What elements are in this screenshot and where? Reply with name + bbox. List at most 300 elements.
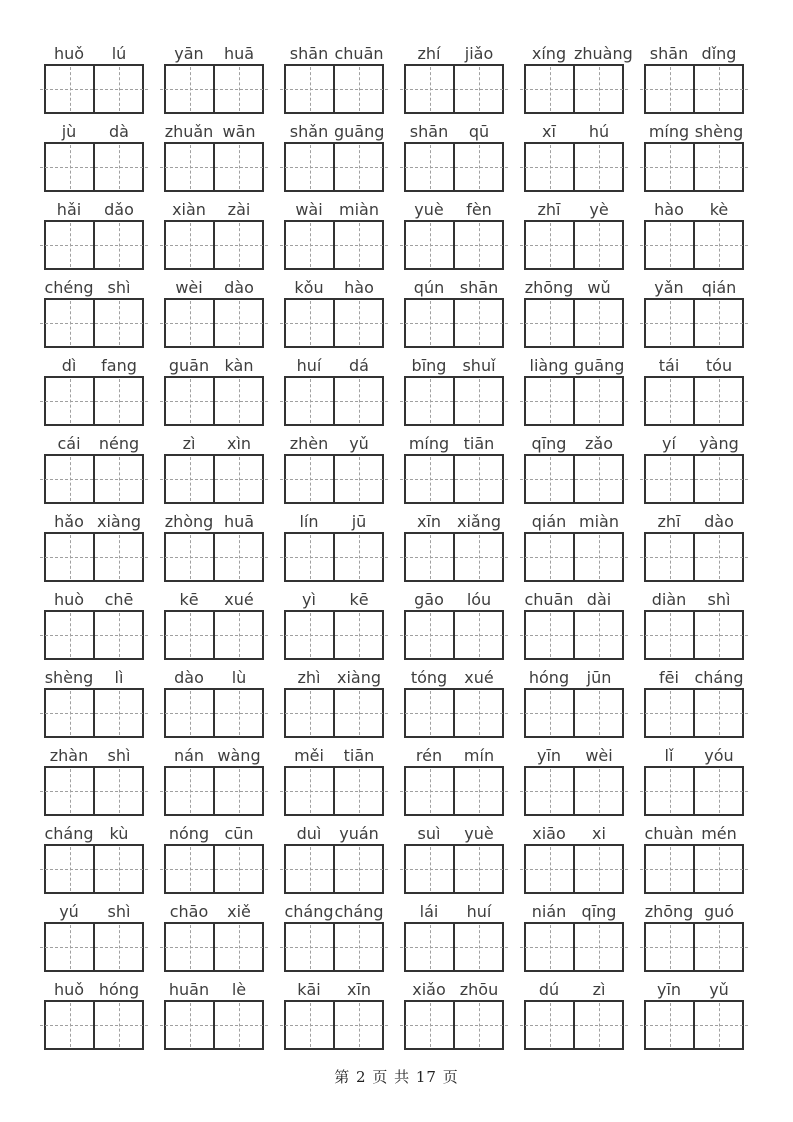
character-box [286,924,333,970]
word-row [44,666,744,738]
word-entry [164,510,264,582]
character-box [693,768,742,814]
character-box [166,66,213,112]
character-box [453,222,502,268]
pinyin-label [644,822,744,844]
pinyin-label [524,978,624,1000]
character-box [693,300,742,346]
character-box-pair [44,688,144,738]
word-entry [164,588,264,660]
character-box-pair [44,922,144,972]
character-box [213,846,262,892]
pinyin-syllable: wǔ [587,278,611,297]
pinyin-label [404,354,504,376]
pinyin-label [164,900,264,922]
pinyin-label [524,666,624,688]
character-box [693,378,742,424]
character-box-pair [524,844,624,894]
pinyin-syllable: shèng [44,668,94,687]
pinyin-syllable: měi [294,746,324,765]
character-box-pair [404,454,504,504]
character-box-pair [524,766,624,816]
pinyin-syllable: yí [662,434,676,453]
pinyin-label [284,744,384,766]
pinyin-syllable: lè [231,980,247,999]
character-box [573,66,622,112]
character-box-pair [404,298,504,348]
character-box [213,66,262,112]
character-box-pair [644,142,744,192]
pinyin-syllable: chéng [44,278,94,297]
pinyin-syllable: dú [538,980,560,999]
pinyin-syllable: shān [289,44,329,63]
character-box [646,924,693,970]
character-box-pair [164,1000,264,1050]
pinyin-label [644,978,744,1000]
character-box [526,144,573,190]
pinyin-syllable: qīng [581,902,617,921]
word-entry [644,42,744,114]
pinyin-syllable: shān [409,122,449,141]
character-box [333,66,382,112]
pinyin-syllable: suì [417,824,441,843]
word-entry [284,198,384,270]
word-entry [524,198,624,270]
character-box [93,534,142,580]
character-box [286,846,333,892]
word-entry [644,744,744,816]
word-entry [44,510,144,582]
character-box [646,300,693,346]
pinyin-syllable: kàn [224,356,254,375]
character-box-pair [284,688,384,738]
character-box [646,846,693,892]
character-box [693,690,742,736]
pinyin-syllable: míng [408,434,450,453]
word-entry [644,276,744,348]
word-entry [404,822,504,894]
character-box-pair [524,64,624,114]
word-entry [404,666,504,738]
character-box [573,1002,622,1048]
character-box-pair [44,298,144,348]
character-box [526,534,573,580]
character-box [46,222,93,268]
character-box [333,768,382,814]
pinyin-label [644,900,744,922]
character-box [333,222,382,268]
character-box [46,1002,93,1048]
character-box-pair [644,532,744,582]
character-box-pair [284,142,384,192]
word-entry [44,432,144,504]
pinyin-syllable: hóng [528,668,570,687]
word-entry [284,822,384,894]
pinyin-syllable: dà [109,122,129,141]
pinyin-syllable: zhàn [49,746,89,765]
pinyin-label [44,354,144,376]
pinyin-syllable: shì [707,590,731,609]
pinyin-syllable: xíng [531,44,567,63]
pinyin-syllable: zǎo [585,434,613,453]
pinyin-label [644,198,744,220]
pinyin-syllable: kù [109,824,129,843]
pinyin-label [44,978,144,1000]
character-box [406,144,453,190]
word-entry [644,510,744,582]
character-box [166,612,213,658]
character-box [573,144,622,190]
pinyin-syllable: tóng [410,668,448,687]
character-box [46,612,93,658]
pinyin-syllable: duì [296,824,322,843]
character-box-pair [644,1000,744,1050]
pinyin-label [404,120,504,142]
character-box [93,612,142,658]
pinyin-syllable: xīn [346,980,372,999]
pinyin-label [644,432,744,454]
character-box [646,534,693,580]
pinyin-syllable: wàng [217,746,261,765]
character-box [166,456,213,502]
pinyin-syllable: lái [419,902,439,921]
character-box [166,1002,213,1048]
page-footer: 第 2 页 共 17 页 [334,1068,459,1086]
character-box-pair [524,1000,624,1050]
character-box [166,300,213,346]
character-box [286,456,333,502]
pinyin-label [284,900,384,922]
word-entry [44,978,144,1050]
pinyin-label [524,120,624,142]
pinyin-syllable: wèi [585,746,613,765]
character-box-pair [404,766,504,816]
character-box-pair [44,142,144,192]
character-box [46,66,93,112]
character-box [93,924,142,970]
character-box [646,66,693,112]
character-box [526,456,573,502]
word-entry [644,588,744,660]
pinyin-label [404,198,504,220]
pinyin-syllable: cái [57,434,81,453]
pinyin-syllable: guāng [574,356,625,375]
character-box-pair [644,454,744,504]
character-box [213,690,262,736]
character-box [646,690,693,736]
character-box-pair [164,610,264,660]
character-box [213,378,262,424]
pinyin-syllable: hào [654,200,684,219]
character-box [573,456,622,502]
pinyin-label [404,432,504,454]
word-entry [404,900,504,972]
character-box-pair [284,220,384,270]
character-box [93,300,142,346]
word-entry [524,42,633,114]
character-box [453,300,502,346]
pinyin-syllable: wèi [175,278,203,297]
word-entry [44,42,144,114]
pinyin-syllable: yàng [699,434,739,453]
character-box [646,456,693,502]
pinyin-syllable: xué [464,668,494,687]
character-box-pair [284,610,384,660]
word-row [44,510,744,582]
character-box [93,222,142,268]
character-box [333,144,382,190]
pinyin-label [44,120,144,142]
pinyin-syllable: hǎi [56,200,82,219]
word-row [44,42,744,114]
character-box [646,768,693,814]
pinyin-label [404,42,504,64]
pinyin-syllable: dào [174,668,204,687]
character-box [573,378,622,424]
pinyin-syllable: diàn [651,590,687,609]
pinyin-syllable: néng [98,434,140,453]
character-box-pair [644,844,744,894]
word-entry [284,900,384,972]
character-box-pair [164,844,264,894]
pinyin-label [284,42,384,64]
word-entry [404,120,504,192]
character-box [406,378,453,424]
word-entry [164,198,264,270]
pinyin-syllable: zhōng [524,278,574,297]
pinyin-label [284,120,384,142]
pinyin-syllable: dǎo [104,200,134,219]
character-box [526,924,573,970]
word-entry [164,432,264,504]
pinyin-syllable: yuán [339,824,379,843]
word-entry [524,588,624,660]
character-box-pair [44,454,144,504]
word-entry [44,744,144,816]
pinyin-syllable: guān [168,356,210,375]
word-entry [644,822,744,894]
pinyin-syllable: rén [415,746,443,765]
pinyin-label [164,978,264,1000]
character-box [286,534,333,580]
pinyin-syllable: yīn [536,746,562,765]
character-box [526,846,573,892]
pinyin-label [284,432,384,454]
character-box [453,768,502,814]
word-entry [524,276,624,348]
character-box [526,612,573,658]
pinyin-label [164,666,264,688]
pinyin-label [44,510,144,532]
character-box-pair [404,142,504,192]
character-box [646,1002,693,1048]
character-box [453,1002,502,1048]
character-box [693,66,742,112]
pinyin-syllable: dài [586,590,612,609]
pinyin-syllable: zì [592,980,606,999]
pinyin-label [644,120,744,142]
character-box [453,846,502,892]
word-entry [44,354,144,426]
character-box [333,456,382,502]
pinyin-syllable: nián [531,902,567,921]
pinyin-syllable: xi [592,824,606,843]
character-box-pair [164,454,264,504]
pinyin-label [164,822,264,844]
character-box [573,300,622,346]
pinyin-label [524,588,624,610]
character-box [93,846,142,892]
pinyin-label [404,744,504,766]
pinyin-label [44,588,144,610]
character-box-pair [644,298,744,348]
word-entry [284,276,384,348]
pinyin-syllable: dá [349,356,369,375]
character-box-pair [644,220,744,270]
character-box [526,690,573,736]
character-box-pair [284,376,384,426]
pinyin-syllable: míng [648,122,690,141]
character-box-pair [284,922,384,972]
character-box-pair [44,64,144,114]
word-entry [644,666,744,738]
character-box-pair [644,688,744,738]
character-box [573,612,622,658]
character-box [526,1002,573,1048]
word-entry [524,432,624,504]
pinyin-syllable: cháng [334,902,384,921]
character-box [406,534,453,580]
word-entry [164,744,264,816]
pinyin-label [164,432,264,454]
word-entry [644,198,744,270]
pinyin-label [44,42,144,64]
pinyin-label [44,198,144,220]
pinyin-syllable: jiǎo [464,44,494,63]
word-entry [404,510,504,582]
word-entry [44,120,144,192]
character-box-pair [164,298,264,348]
character-box [213,1002,262,1048]
character-box [693,456,742,502]
pinyin-syllable: kē [179,590,199,609]
pinyin-syllable: guó [703,902,735,921]
pinyin-syllable: dǐng [701,44,737,63]
pinyin-syllable: zhōu [459,980,499,999]
word-entry [284,120,384,192]
character-box-pair [284,844,384,894]
character-box [693,612,742,658]
pinyin-syllable: zhuàng [574,44,633,63]
character-box [453,66,502,112]
character-box [166,222,213,268]
word-row [44,900,744,972]
pinyin-syllable: kāi [297,980,321,999]
character-box-pair [164,766,264,816]
character-box [693,534,742,580]
pinyin-label [284,198,384,220]
character-box [93,378,142,424]
pinyin-syllable: zhì [297,668,321,687]
character-box-pair [524,610,624,660]
word-row [44,978,744,1050]
pinyin-syllable: lì [114,668,124,687]
character-box [166,768,213,814]
pinyin-syllable: tiān [463,434,495,453]
pinyin-label [404,588,504,610]
word-entry [404,42,504,114]
character-box [333,690,382,736]
character-box-pair [524,376,624,426]
character-box [286,66,333,112]
character-box [93,66,142,112]
character-box-pair [44,220,144,270]
character-box-pair [284,1000,384,1050]
pinyin-syllable: dì [61,356,77,375]
pinyin-syllable: kǒu [294,278,324,297]
character-box [453,924,502,970]
word-entry [284,42,384,114]
pinyin-syllable: zhī [657,512,681,531]
pinyin-syllable: lù [231,668,247,687]
character-box [93,144,142,190]
pinyin-syllable: yì [302,590,316,609]
character-box [453,534,502,580]
pinyin-syllable: huí [466,902,492,921]
character-box [46,924,93,970]
character-box [646,222,693,268]
pinyin-syllable: huí [296,356,322,375]
word-entry [284,432,384,504]
word-entry [284,744,384,816]
pinyin-label [404,276,504,298]
character-box [646,144,693,190]
character-box [333,378,382,424]
character-box-pair [644,376,744,426]
word-entry [644,354,744,426]
word-entry [524,666,624,738]
word-row [44,822,744,894]
word-entry [524,510,624,582]
character-box-pair [404,64,504,114]
character-box [333,846,382,892]
word-entry [164,354,264,426]
character-box [286,378,333,424]
pinyin-syllable: yuè [414,200,444,219]
character-box [406,222,453,268]
character-box-pair [524,298,624,348]
pinyin-label [524,354,624,376]
pinyin-label [524,198,624,220]
pinyin-label [404,978,504,1000]
character-box [93,1002,142,1048]
word-grid [44,42,744,1056]
character-box-pair [164,922,264,972]
pinyin-syllable: xìn [226,434,252,453]
word-entry [284,978,384,1050]
pinyin-syllable: lǐ [664,746,674,765]
word-entry [284,588,384,660]
character-box [286,612,333,658]
character-box-pair [524,922,624,972]
pinyin-syllable: xiàng [336,668,381,687]
pinyin-syllable: qún [413,278,445,297]
pinyin-syllable: shì [107,746,131,765]
word-entry [404,978,504,1050]
character-box [406,66,453,112]
pinyin-syllable: nán [173,746,205,765]
word-entry [284,666,384,738]
